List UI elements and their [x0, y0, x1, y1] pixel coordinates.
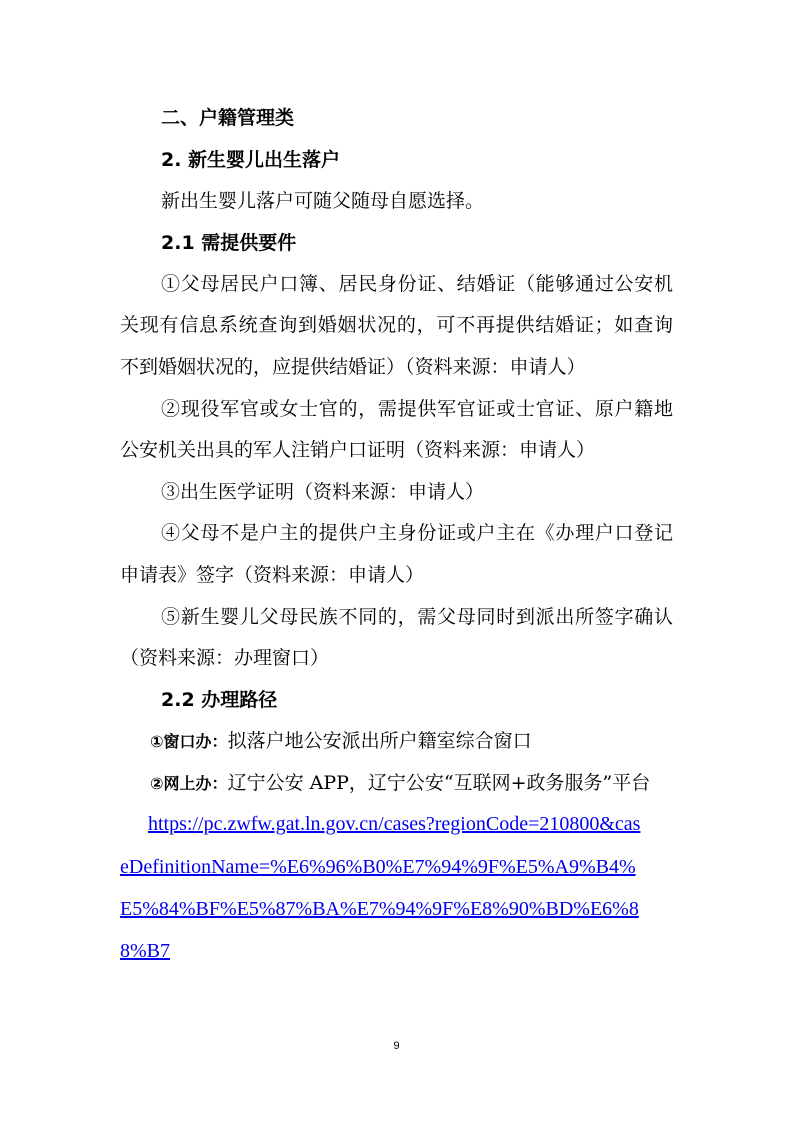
- requirement-2-line-1: ②现役军官或女士官的，需提供军官证或士官证、原户籍地: [161, 398, 673, 420]
- requirement-1-line-2: 关现有信息系统查询到婚姻状况的，可不再提供结婚证；如查询: [120, 314, 673, 336]
- online-channel-label: ②网上办：: [150, 774, 228, 793]
- requirement-1-line-1: ①父母居民户口簿、居民身份证、结婚证（能够通过公安机: [161, 273, 673, 295]
- online-channel: [150, 771, 650, 796]
- intro-paragraph: 新出生婴儿落户可随父随母自愿选择。: [161, 190, 485, 212]
- window-channel-text: 拟落户地公安派出所户籍室综合窗口: [227, 730, 532, 752]
- platform-url-line-2[interactable]: eDefinitionName=%E6%96%B0%E7%94%9F%E5%A9%B4%: [120, 856, 636, 878]
- item-heading: 2. 新生婴儿出生落户: [161, 149, 341, 171]
- online-channel-text: 辽宁公安 APP，辽宁公安“互联网+政务服务”平台: [227, 772, 651, 794]
- requirements-heading: 2.1 需提供要件: [161, 232, 297, 254]
- section-heading: 二、户籍管理类: [161, 107, 295, 129]
- requirement-4-line-2: 申请表》签字（资料来源：申请人）: [120, 564, 425, 586]
- requirement-3-line-1: ③出生医学证明（资料来源：申请人）: [161, 481, 485, 503]
- platform-url-line-1[interactable]: https://pc.zwfw.gat.ln.gov.cn/cases?regionCode=210800&cas: [148, 813, 641, 835]
- requirement-4-line-1: ④父母不是户主的提供户主身份证或户主在《办理户口登记: [161, 522, 673, 544]
- window-channel: [150, 729, 532, 754]
- requirement-5-line-2: （资料来源：办理窗口）: [120, 647, 330, 669]
- page-number: 9: [393, 1040, 400, 1052]
- window-channel-label: ①窗口办：: [150, 732, 228, 751]
- platform-url-line-4[interactable]: 8%B7: [120, 940, 170, 962]
- platform-url-line-3[interactable]: E5%84%BF%E5%87%BA%E7%94%9F%E8%90%BD%E6%8: [120, 898, 639, 920]
- requirement-1-line-3: 不到婚姻状况的，应提供结婚证）（资料来源：申请人）: [120, 356, 586, 378]
- process-heading: 2.2 办理路径: [161, 689, 278, 711]
- requirement-5-line-1: ⑤新生婴儿父母民族不同的，需父母同时到派出所签字确认: [161, 606, 673, 628]
- requirement-2-line-2: 公安机关出具的军人注销户口证明（资料来源：申请人）: [120, 439, 596, 461]
